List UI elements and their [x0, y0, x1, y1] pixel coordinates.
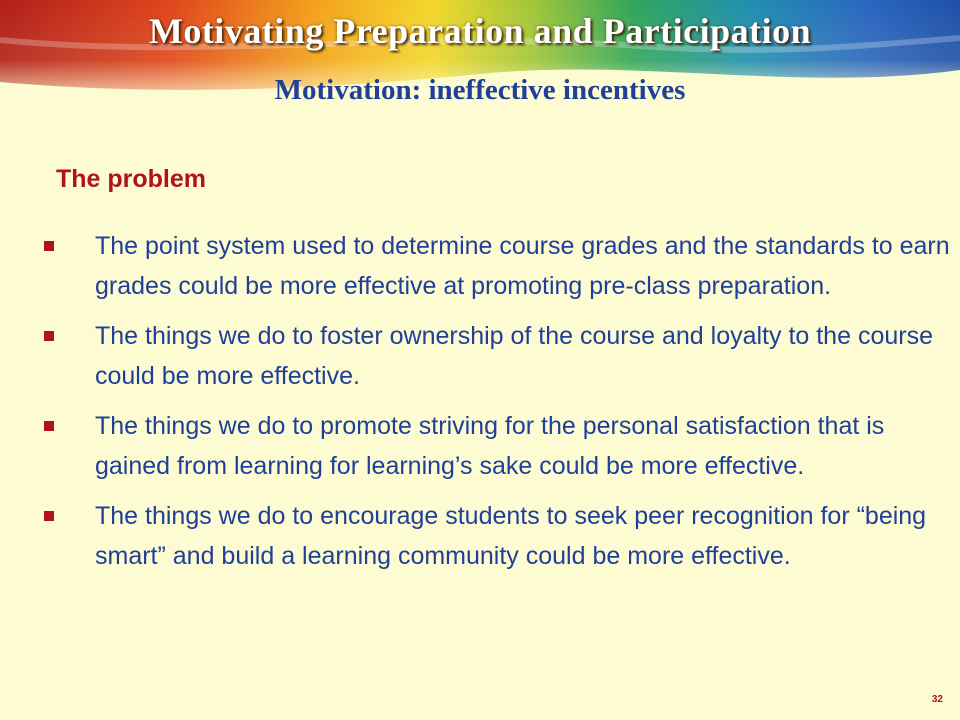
- section-heading: The problem: [56, 165, 207, 193]
- slide-subtitle: Motivation: ineffective incentives: [274, 74, 686, 106]
- bullet-text: The things we do to encourage students to seek peer recognition for “being smart” and build a learning community could be more effective.: [95, 502, 927, 570]
- square-bullet-icon: [44, 331, 54, 341]
- bullet-item: [44, 496, 954, 576]
- bullet-list: [44, 226, 954, 586]
- bullet-item: [44, 406, 954, 486]
- page-number: 32: [931, 694, 943, 705]
- bullet-item: [44, 226, 954, 306]
- slide-title: Motivating Preparation and Participation: [148, 11, 812, 51]
- bullet-text: The point system used to determine course grades and the standards to earn grades could be more effective at promoting pre-class preparation.: [95, 232, 950, 300]
- square-bullet-icon: [44, 421, 54, 431]
- square-bullet-icon: [44, 511, 54, 521]
- bullet-text: The things we do to promote striving for the personal satisfaction that is gained from learning for learning’s sake could be more effective.: [95, 412, 885, 480]
- bullet-item: [44, 316, 954, 396]
- square-bullet-icon: [44, 241, 54, 251]
- bullet-text: The things we do to foster ownership of the course and loyalty to the course could be more effective.: [95, 322, 933, 390]
